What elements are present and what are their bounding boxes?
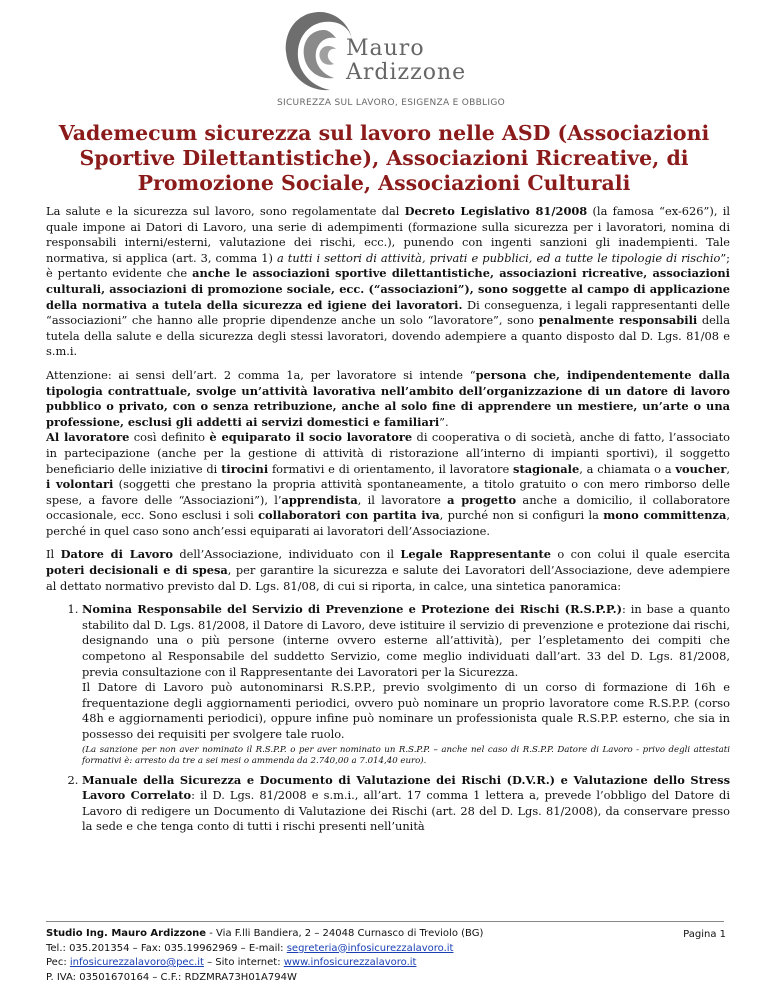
logo [270, 8, 510, 108]
logo-name-first: Mauro [346, 36, 425, 61]
sanction-note: (La sanzione per non aver nominato il R.S.P.P. o per aver nominato un R.S.P.P. – anche nel caso di R.S.P.P. Datore di Lavoro - privo degli attestati formativi è: arresto da tre a sei mesi o ammenda da 2.740,00 a 7.014,40 euro). [82, 744, 730, 766]
logo-name-last: Ardizzone [346, 60, 467, 85]
pec-link[interactable]: infosicurezzalavoro@pec.it [69, 957, 204, 968]
paragraph-worker-definition: Attenzione: ai sensi dell’art. 2 comma 1a, per lavoratore si intende “persona che, indipendentemente dalla tipologia contrattuale, svolge un’attività lavorativa nell’ambito dell’organizzazione di un datore di lavoro pubblico o privato, con o senza retribuzione, anche al solo fine di apprendere un mestiere, un’arte o una professione, esclusi gli addetti ai servizi domestici e familiari”. [46, 367, 731, 429]
studio-address: - Via F.lli Bandiera, 2 – 24048 Curnasco di Treviolo (BG) [206, 928, 484, 939]
logo-tagline: SICUREZZA SUL LAVORO, ESIGENZA E OBBLIGO [277, 98, 505, 108]
studio-name: Studio Ing. Mauro Ardizzone [46, 928, 207, 939]
obligations-list [46, 602, 730, 835]
tax-ids: P. IVA: 03501670164 – C.F.: RDZMRA73H01A794W [46, 971, 297, 983]
paragraph-equivalent-workers: Al lavoratore così definito è equiparato il socio lavoratore di cooperativa o di società, anche di fatto, l’associato in partecipazione (anche per la gestione di attività di ristorazione all’interno di impianti sportivi), il soggetto beneficiario delle iniziative di tirocini formativi e di orientamento, il lavoratore stagionale, a chiamata o a voucher, i volontari (soggetti che prestano la propria attività spontaneamente, a titolo gratuito o con mero rimborso delle spese, a favore delle “Associazioni”), l’apprendista, il lavoratore a progetto anche a domicilio, il collaboratore occasionale, ecc. Sono esclusi i soli collaboratori con partita iva, purché non si configuri la mono committenza, perché in quel caso sono anch’essi equiparati ai lavoratori dell’Associazione. [46, 430, 731, 538]
paragraph-employer: Il Datore di Lavoro dell’Associazione, individuato con il Legale Rappresentante o con colui il quale esercita poteri decisionali e di spesa, per garantire la sicurezza e salute dei Lavoratori dell’Associazione, deve adempiere al dettato normativo previsto dal D. Lgs. 81/08, di cui si riporta, in calce, una sintetica panoramica: [46, 547, 730, 593]
page-number: Pagina 1 [683, 929, 726, 940]
list-item: 1. Nomina Responsabile del Servizio di Prevenzione e Protezione dei Rischi (R.S.P.P.): in base a quanto stabilito dal D. Lgs. 81/2008, il Datore di Lavoro, deve istituire il servizio di prevenzione e protezione dai rischi, designando una o più persone (interne ovvero esterne all’attività), per l’espletamento dei compiti che competono al Responsabile del suddetto Servizio, come meglio individuati dall’art. 33 del D. Lgs. 81/2008, previa consultazione con il Rappresentante dei Lavoratori per la Sicurezza. Il Datore di Lavoro può autonominarsi R.S.P.P., previo svolgimento di un corso di formazione di 16h e frequentazione degli aggiornamenti periodici, ovvero può nominare un proprio lavoratore come R.S.P.P. (corso 48h e aggiornamenti periodici), oppure infine può nominare un professionista quale R.S.P.P. esterno, che sia in possesso dei requisiti per svolgere tale ruolo. (La sanzione per non aver nominato il R.S.P.P. o per aver nominato un R.S.P.P. – anche nel caso di R.S.P.P. Datore di Lavoro - privo degli attestati formativi è: arresto da tre a sei mesi o ammenda da 2.740,00 a 7.014,40 euro). [82, 602, 730, 766]
email-link[interactable]: segreteria@infosicurezzalavoro.it [286, 942, 454, 954]
website-link[interactable]: www.infosicurezzalavoro.it [283, 957, 417, 968]
paragraph-intro: La salute e la sicurezza sul lavoro, sono regolamentate dal Decreto Legislativo 81/2008 (la famosa “ex-626”), il quale impone ai Datori di Lavoro, una serie di adempimenti (formazione sulla sicurezza per i lavoratori, nomina di responsabili interni/esterni, valutazione dei rischi, ecc.), punendo con ingenti sanzioni gli inadempienti. Tale normativa, si applica (art. 3, comma 1) a tutti i settori di attività, privati e pubblici, ed a tutte le tipologie di rischio”; è pertanto evidente che anche le associazioni sportive dilettantistiche, associazioni ricreative, associazioni culturali, associazioni di promozione sociale, ecc. (“associazioni”), sono soggette al campo di applicazione della normativa a tutela della sicurezza ed igiene dei lavoratori. Di conseguenza, i legali rappresentanti delle “associazioni” che hanno alle proprie dipendenze anche un solo “lavoratore”, sono penalmente responsabili della tutela della salute e della sicurezza degli stessi lavoratori, dovendo adempiere a quanto disposto dal D. Lgs. 81/08 e s.m.i. [46, 204, 731, 359]
list-item: 2. Manuale della Sicurezza e Documento di Valutazione dei Rischi (D.V.R.) e Valutazione dello Stress Lavoro Correlato: il D. Lgs. 81/2008 e s.m.i., all’art. 17 comma 1 lettera a, prevede l’obbligo del Datore di Lavoro di redigere un Documento di Valutazione dei Rischi (art. 28 del D. Lgs. 81/2008), da conservare presso la sede e che tenga conto di tutti i rischi presenti nell’unità [82, 773, 730, 835]
footer: Studio Ing. Mauro Ardizzone - Via F.lli Bandiera, 2 – 24048 Curnasco di Treviolo (BG) Tel.: 035.201354 – Fax: 035.19962969 – E-mail: segreteria@infosicurezzalavoro.it Pec: infosicurezzalavoro@pec.it – Sito internet: www.infosicurezzalavoro.it P. IVA: 03501670164 – C.F.: RDZMRA73H01A794W [46, 927, 726, 985]
document-title: Vademecum sicurezza sul lavoro nelle ASD (Associazioni Sportive Dilettantistiche), Associazioni Ricreative, di Promozione Sociale, Associazioni Culturali [58, 121, 710, 195]
footer-divider [46, 921, 724, 922]
document-body [46, 204, 730, 841]
